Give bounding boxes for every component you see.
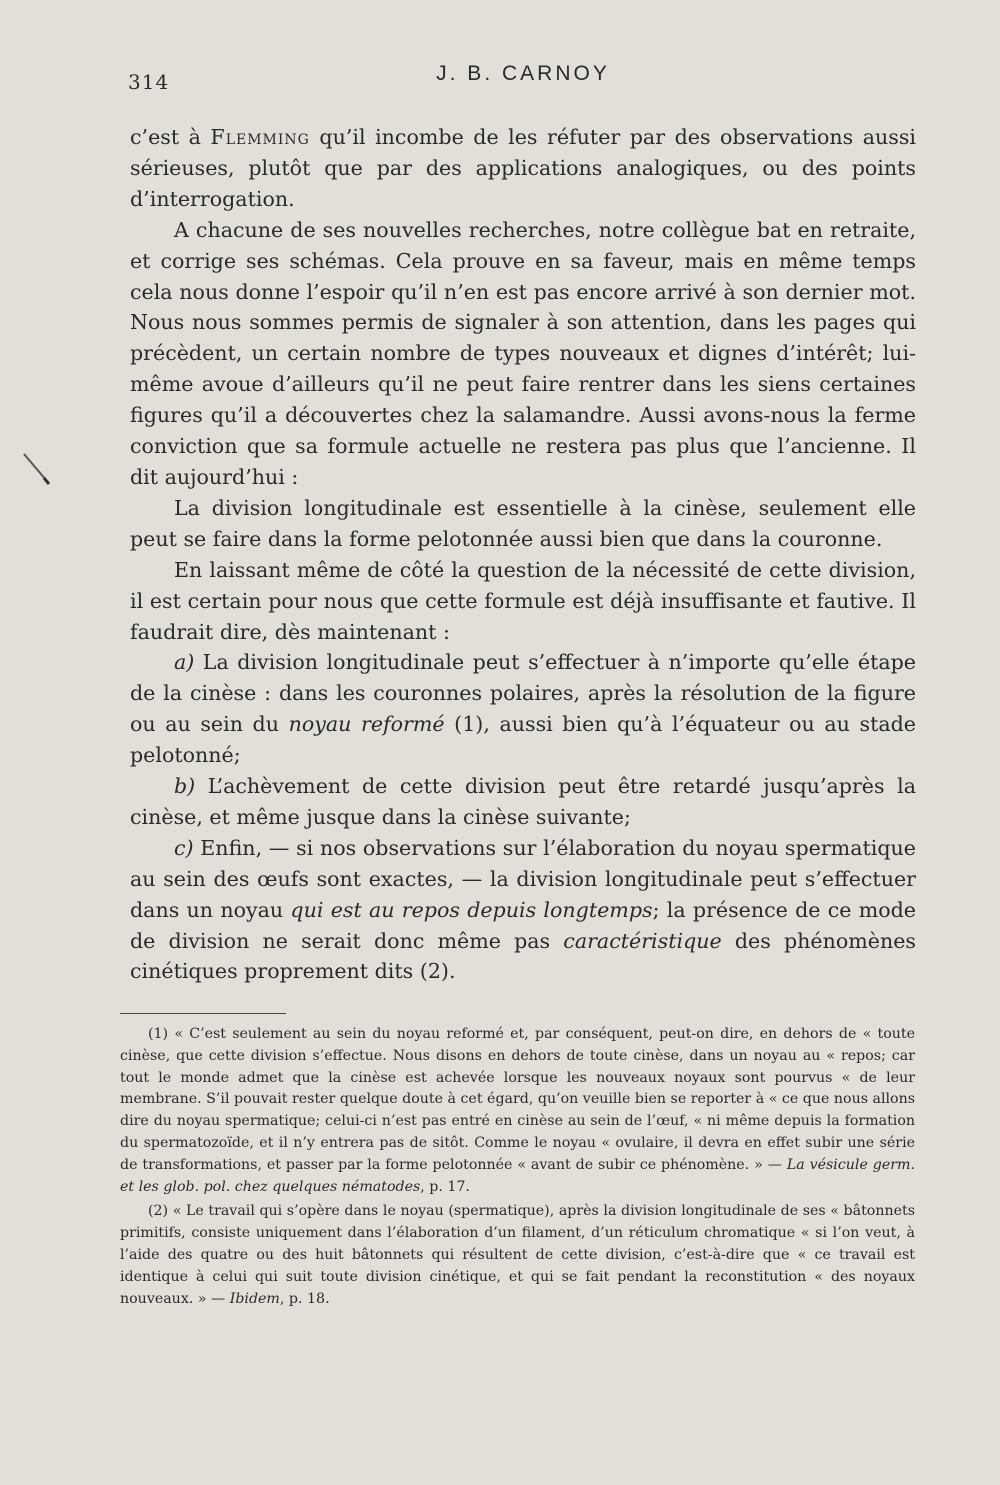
running-head: J. B. CARNOY bbox=[436, 62, 610, 85]
footnotes bbox=[120, 1024, 915, 1310]
paragraph-4: En laissant même de côté la question de la nécessité de cette division, il est certain pour nous que cette formule est déjà insuffisante et fautive. Il faudrait dire, dès maintenant : bbox=[130, 557, 916, 644]
paragraph-1: c’est à Flemming qu’il incombe de les réfuter par des observations aussi sérieuses, plutôt que par des applications analogiques, ou des points d’interrogation. bbox=[130, 125, 916, 211]
page-header bbox=[128, 62, 918, 98]
footnote-ref-1: (1) bbox=[444, 712, 484, 737]
list-item-b: b) L’achèvement de cette division peut être retardé jusqu’après la cinèse, et même jusque dans la cinèse suivante; bbox=[130, 774, 916, 829]
footnote-divider bbox=[120, 1013, 286, 1014]
footnote-1: (1) « C’est seulement au sein du noyau reformé et, par conséquent, peut-on dire, en dehors de « toute cinèse, que cette division s’effectue. Nous disons en dehors de toute cinèse, dans un noyau au « repos; car tout le monde admet que la cinèse est achevée lorsque les nouveaux noyaux sont pourvus « de leur membrane. S’il pouvait rester quelque doute à cet égard, qu’on veuille bien se reporter à « ce que nous allons dire du noyau spermatique; celui-ci n’est pas entré en cinèse au sein de l’œuf, « ni même depuis la formation du spermatozoïde, et il n’y entrera pas de sitôt. Comme le noyau « ovulaire, il devra en effet subir une série de transformations, et passer par la forme pelotonnée « avant de subir ce phénomène. » — La vésicule germ. et les glob. pol. chez quelques nématodes, p. 17. bbox=[120, 1026, 915, 1195]
main-text bbox=[130, 122, 916, 987]
pencil-mark-icon bbox=[22, 452, 52, 486]
footnote-2: (2) « Le travail qui s’opère dans le noyau (spermatique), après la division longitudinale de ses « bâtonnets primitifs, consiste uniquement dans l’élaboration d’un filament, d’un réticulum chromatique « si l’on veut, à l’aide des quatre ou des huit bâtonnets qui résultent de cette division, c’est-à-dire que « ce travail est identique à celui qui suit toute division cinétique, et qui se fait pendant la reconstitution « des noyaux nouveaux. » — Ibidem, p. 18. bbox=[120, 1203, 915, 1307]
paragraph-2: A chacune de ses nouvelles recherches, notre collègue bat en retraite, et corrige ses schémas. Cela prouve en sa faveur, mais en même temps cela nous donne l’espoir qu’il n’en est pas encore arrivé à son dernier mot. Nous nous sommes permis de signaler à son attention, dans les pages qui précèdent, un certain nombre de types nouveaux et dignes d’intérêt; lui-même avoue d’ailleurs qu’il ne peut faire rentrer dans les siens certaines figures qu’il a découvertes chez la salamandre. Aussi avons-nous la ferme conviction que sa formule actuelle ne restera pas plus que l’ancienne. Il dit aujourd’hui : bbox=[130, 217, 916, 489]
paragraph-3: La division longitudinale est essentielle à la cinèse, seulement elle peut se faire dans la forme pelotonnée aussi bien que dans la couronne. bbox=[130, 495, 916, 551]
page-number: 314 bbox=[128, 70, 170, 94]
list-item-a: a) La division longitudinale peut s’effectuer à n’importe qu’elle étape de la cinèse : dans les couronnes polaires, après la résolution de la figure ou au sein du noyau reformé (1), aussi bien qu’à l’équateur ou au stade pelotonné; bbox=[130, 650, 916, 768]
list-item-c: c) Enfin, — si nos observations sur l’élaboration du noyau spermatique au sein des œufs sont exactes, — la division longitudinale peut s’effectuer dans un noyau qui est au repos depuis longtemps; la présence de ce mode de division ne serait donc même pas caractéristique des phénomènes cinétiques proprement dits (2). bbox=[130, 835, 916, 984]
author-name: Flemming bbox=[210, 125, 310, 149]
